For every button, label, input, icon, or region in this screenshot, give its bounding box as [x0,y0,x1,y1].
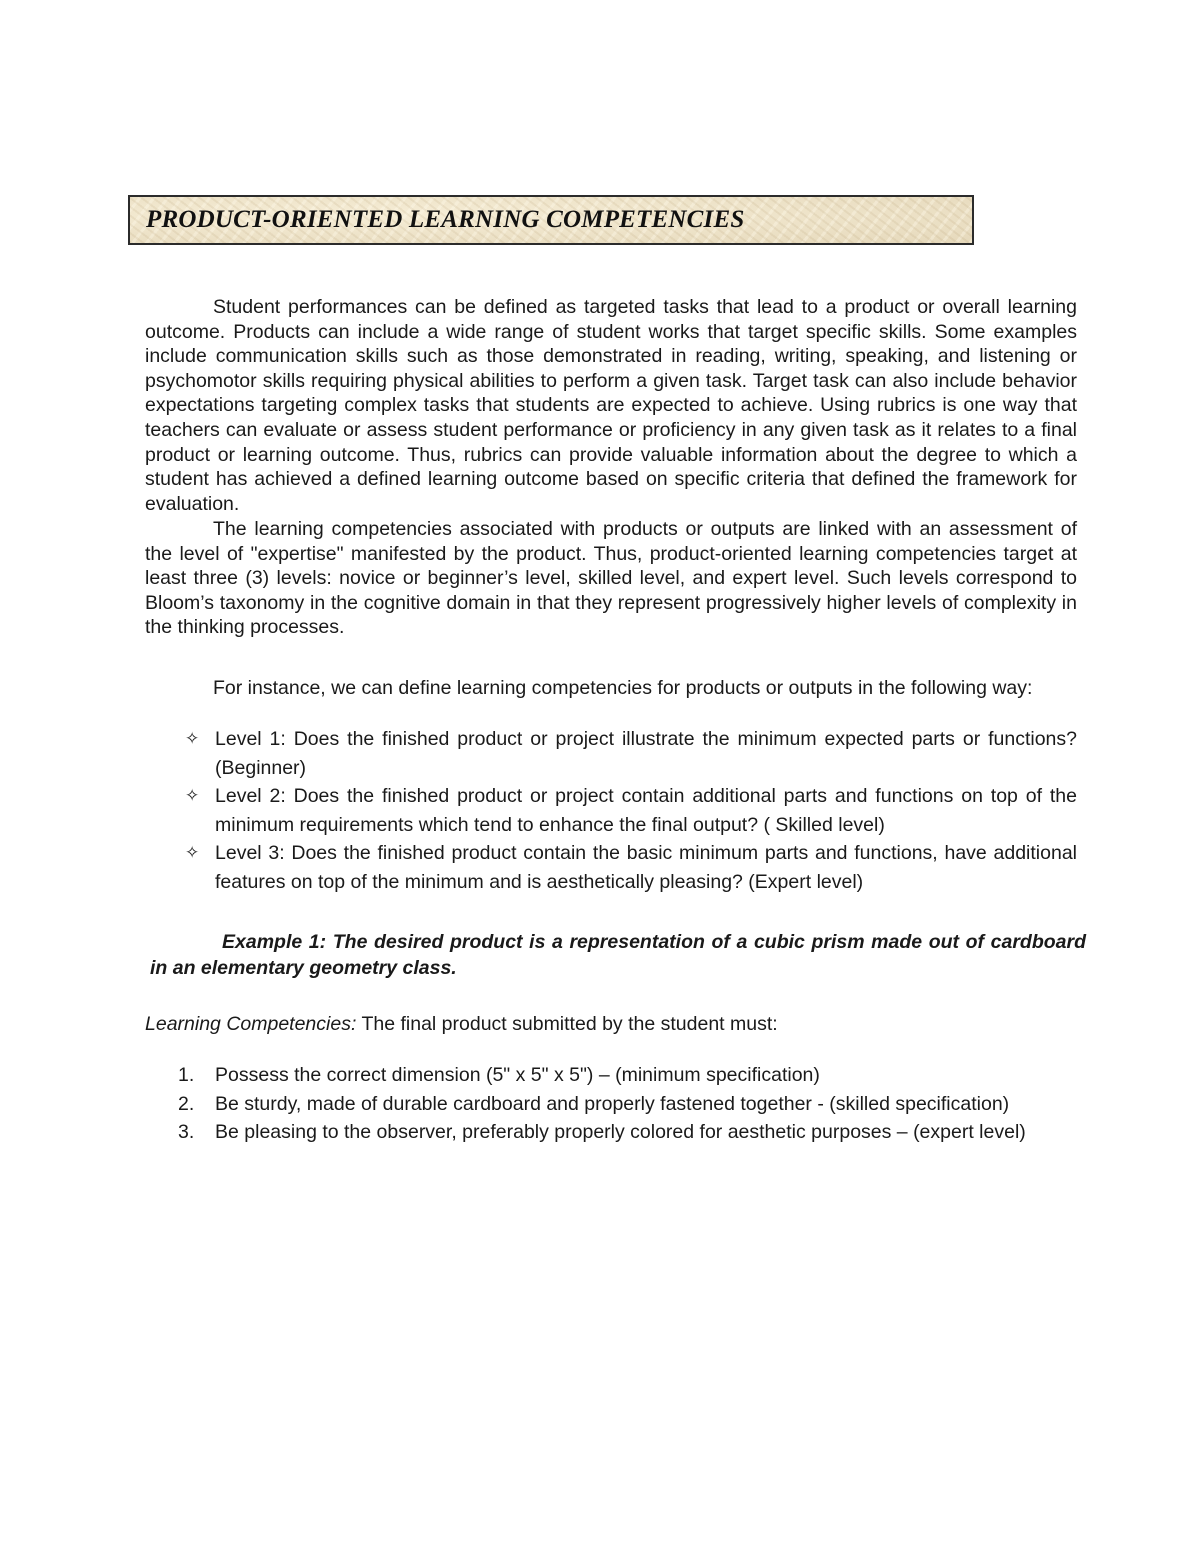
list-item-level-3 [145,839,1077,896]
instance-paragraph-block [145,676,1077,701]
learning-competencies-label: Learning Competencies: [145,1013,357,1035]
level-list [145,725,1077,896]
learning-competencies-text: The final product submitted by the student must: [356,1013,778,1035]
competencies-paragraph-block [145,517,1077,640]
level-2-text: Level 2: Does the finished product or project contain additional parts and functions on top of the minimum requirements which tend to enhance the final output? ( Skilled level) [215,785,1077,836]
title-banner [128,195,974,245]
paragraph-for-instance: For instance, we can define learning competencies for products or outputs in the following way: [213,677,1033,699]
list-item-level-1 [145,725,1077,782]
level-1-text: Level 1: Does the finished product or project illustrate the minimum expected parts or functions? (Beginner) [215,728,1077,779]
criteria-text: Possess the correct dimension (5" x 5" x 5") – (minimum specification) [215,1064,820,1086]
criteria-number: 3. [178,1121,195,1143]
four-pointed-star-icon: ✧ [185,729,200,748]
criteria-item-1 [145,1061,1077,1090]
criteria-item-2 [145,1090,1077,1119]
four-pointed-star-icon: ✧ [185,843,200,862]
four-pointed-star-icon: ✧ [185,786,200,805]
criteria-number: 1. [178,1064,195,1086]
level-3-text: Level 3: Does the finished product contain the basic minimum parts and functions, have additional features on top of the minimum and is aesthetically pleasing? (Expert level) [215,842,1077,893]
list-item-level-2 [145,782,1077,839]
criteria-text: Be pleasing to the observer, preferably properly colored for aesthetic purposes – (expert level) [215,1121,1026,1143]
intro-paragraph-block [145,295,1077,516]
example-heading: Example 1: The desired product is a representation of a cubic prism made out of cardboard in an elementary geometry class. [150,931,1086,979]
paragraph-learning-competencies: The learning competencies associated with products or outputs are linked with an assessment of the level of "expertise" manifested by the product. Thus, product-oriented learning competencies target at least three (3) levels: novice or beginner’s level, skilled level, and expert level. Such levels correspond to Bloom’s taxonomy in the cognitive domain in that they represent progressively higher levels of complexity in the thinking processes. [145,518,1077,639]
criteria-number: 2. [178,1092,195,1115]
criteria-text: Be sturdy, made of durable cardboard and properly fastened together - (skilled specification) [215,1092,1010,1115]
criteria-item-3 [145,1118,1077,1147]
page-title: PRODUCT-ORIENTED LEARNING COMPETENCIES [146,206,745,233]
paragraph-student-performances: Student performances can be defined as targeted tasks that lead to a product or overall learning outcome. Products can include a wide range of student works that target specific skills. Some examples include communication skills such as those demonstrated in reading, writing, speaking, and listening or psychomotor skills requiring physical abilities to perform a given task. Target task can also include behavior expectations targeting complex tasks that students are expected to achieve. Using rubrics is one way that teachers can evaluate or assess student performance or proficiency in any given task as it relates to a final product or learning outcome. Thus, rubrics can provide valuable information about the degree to which a student has achieved a defined learning outcome based on specific criteria that defined the framework for evaluation. [145,296,1077,515]
criteria-list [145,1061,1077,1147]
learning-competencies-line [145,1012,778,1037]
